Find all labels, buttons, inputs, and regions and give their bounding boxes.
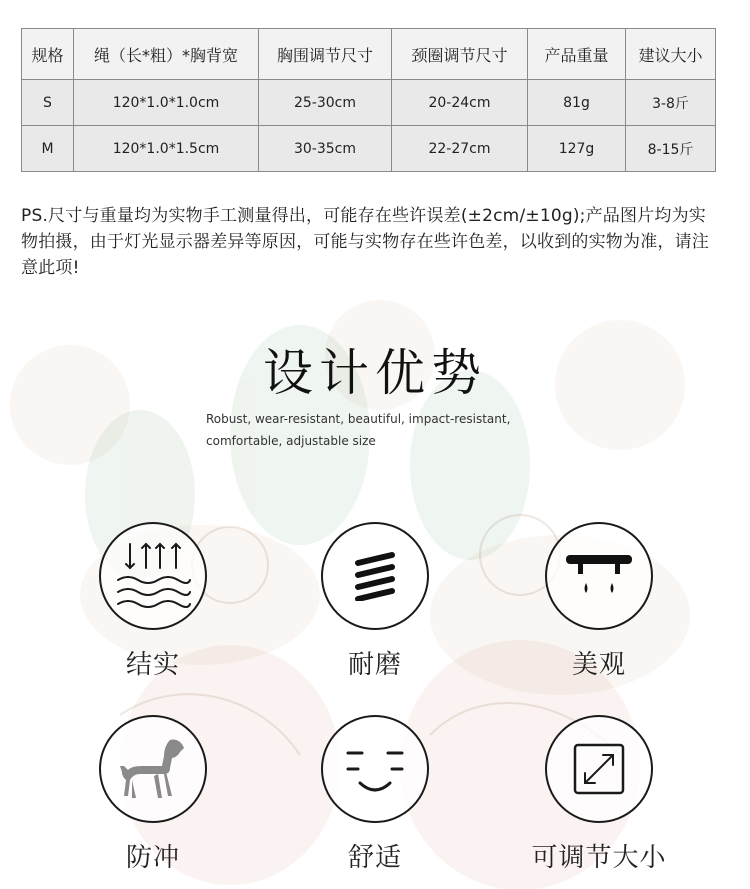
table-cell: 3-8斤	[626, 80, 716, 126]
feature-circle	[545, 715, 653, 823]
table-header-row	[22, 29, 716, 80]
beautiful-drops-icon	[564, 553, 634, 599]
feature-circle	[99, 522, 207, 630]
resize-arrows-icon	[571, 741, 627, 797]
size-table	[21, 28, 716, 172]
table-header-cell: 绳（长*粗）*胸背宽	[74, 29, 259, 80]
feature-sturdy	[78, 522, 228, 681]
table-cell: 30-35cm	[259, 126, 392, 172]
measurement-note: PS.尺寸与重量均为实物手工测量得出，可能存在些许误差(±2cm/±10g);产品图片均为实物拍摄，由于灯光显示器差异等原因，可能与实物存在些许色差，以收到的实物为准，请注意此项!	[21, 206, 709, 278]
feature-wear-resistant	[300, 522, 450, 681]
feature-label: 防冲	[125, 843, 180, 873]
smile-face-icon	[340, 739, 410, 799]
section-subtitle	[206, 408, 566, 452]
feature-label: 耐磨	[347, 650, 402, 680]
table-header-cell: 建议大小	[626, 29, 716, 80]
table-cell: 20-24cm	[392, 80, 528, 126]
table-cell: S	[22, 80, 74, 126]
subtitle-line: Robust, wear-resistant, beautiful, impact-resistant,	[206, 412, 511, 426]
subtitle-line: comfortable, adjustable size	[206, 434, 376, 448]
section-title: 设计优势	[263, 344, 487, 402]
table-header-cell: 颈圈调节尺寸	[392, 29, 528, 80]
table-header-cell: 产品重量	[528, 29, 626, 80]
feature-label: 可调节大小	[531, 843, 667, 873]
dog-icon	[118, 736, 188, 802]
table-row	[22, 80, 716, 126]
feature-circle	[321, 715, 429, 823]
table-cell: 120*1.0*1.0cm	[74, 80, 259, 126]
feature-beautiful	[524, 522, 674, 681]
table-cell: 25-30cm	[259, 80, 392, 126]
feature-label: 舒适	[347, 843, 402, 873]
table-header-cell: 胸围调节尺寸	[259, 29, 392, 80]
feature-circle	[545, 522, 653, 630]
table-cell: 120*1.0*1.5cm	[74, 126, 259, 172]
table-cell: 81g	[528, 80, 626, 126]
table-header-cell: 规格	[22, 29, 74, 80]
feature-adjustable	[524, 715, 674, 874]
wear-resistant-stripes-icon	[350, 551, 400, 601]
table-cell: 22-27cm	[392, 126, 528, 172]
table-cell: M	[22, 126, 74, 172]
feature-impact-resistant	[78, 715, 228, 874]
feature-label: 结实	[125, 650, 180, 680]
table-cell: 8-15斤	[626, 126, 716, 172]
table-cell: 127g	[528, 126, 626, 172]
table-row	[22, 126, 716, 172]
feature-circle	[321, 522, 429, 630]
sturdy-arrows-waves-icon	[114, 540, 192, 612]
feature-comfortable	[300, 715, 450, 874]
feature-label: 美观	[571, 650, 626, 680]
feature-circle	[99, 715, 207, 823]
